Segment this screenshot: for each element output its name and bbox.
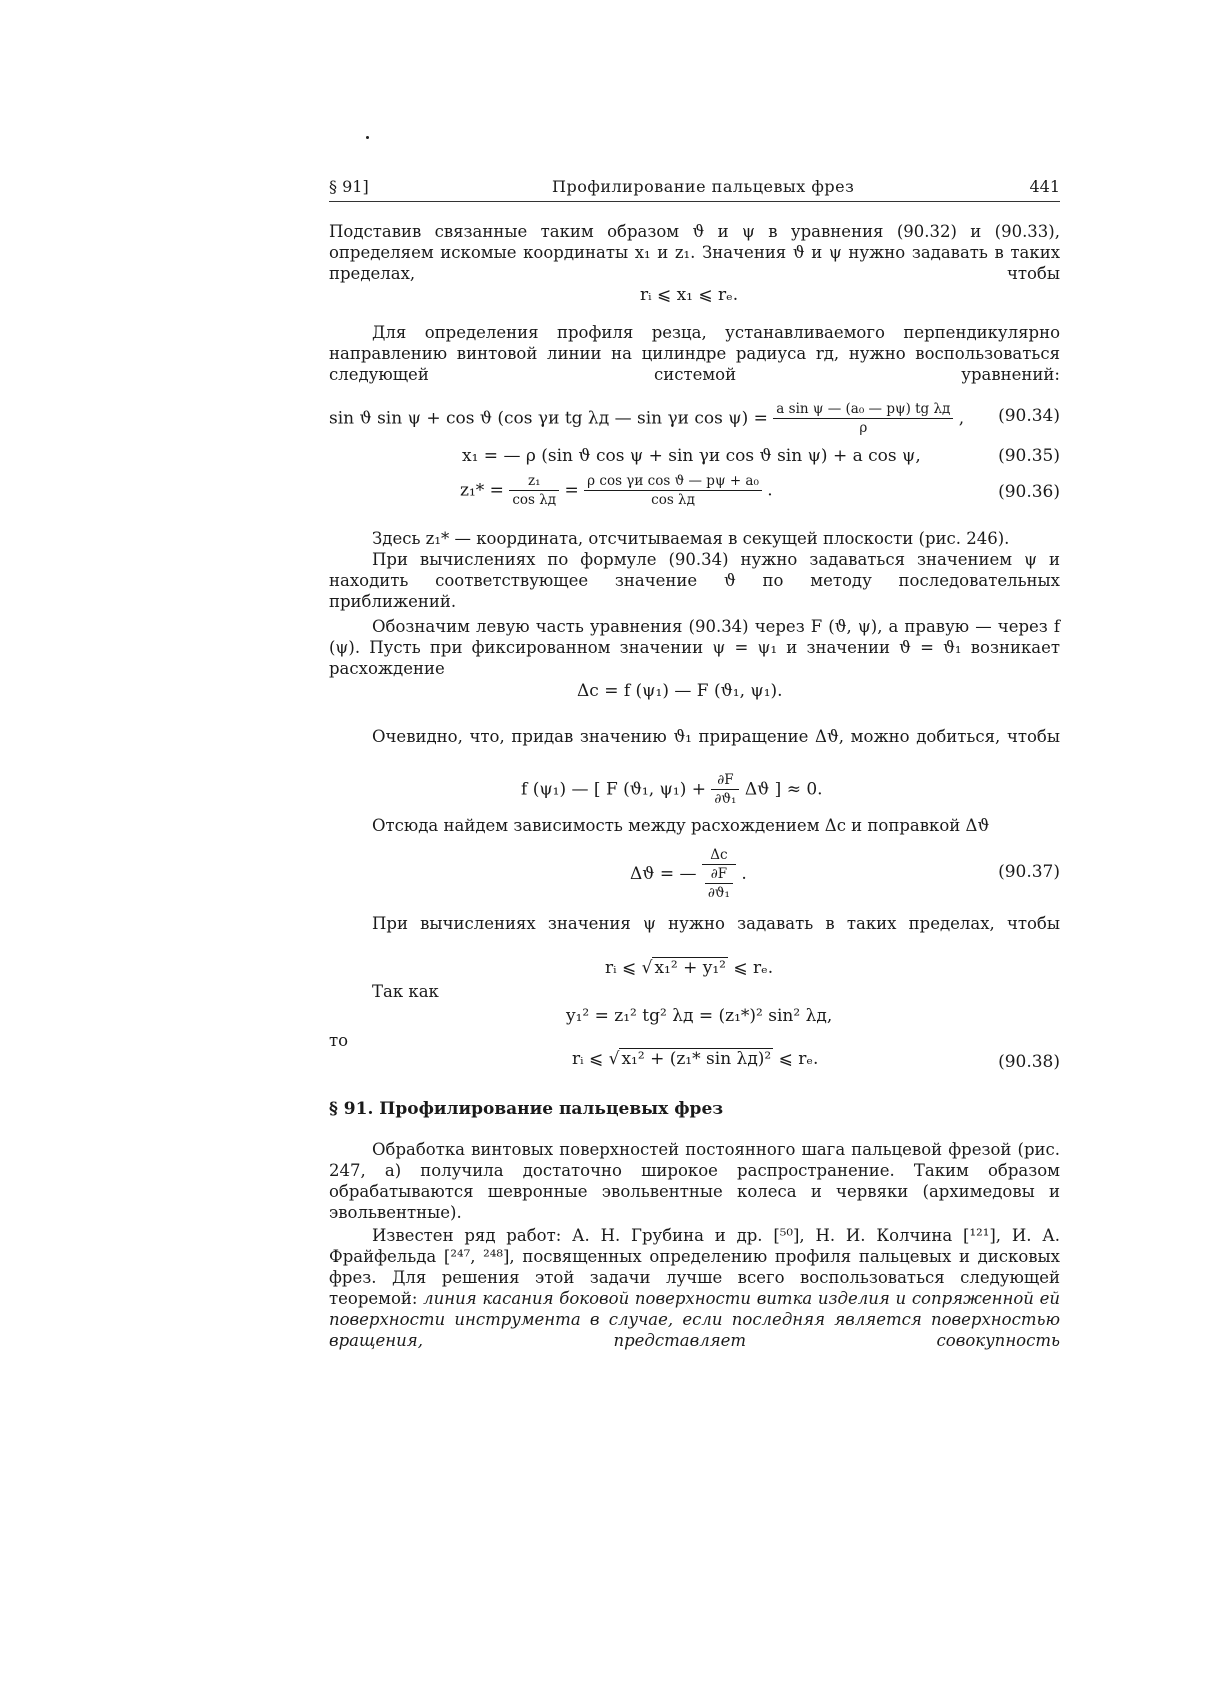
- approx-fraction: [711, 772, 739, 808]
- paragraph-12-text: Известен ряд работ: А. Н. Грубина и др. [⁵⁰], Н. И. Колчина [¹²¹], И. А. Фрайфельда [²⁴⁷, ²⁴⁸], посвященных определению профиля пальцевых и дисковых фрез. Для решения этой задачи лучше всего воспользоваться следующей теоремой:: [329, 1226, 1060, 1308]
- equation-approx: [521, 772, 823, 808]
- eq34-numerator: a sin ψ — (a₀ — pψ) tg λд: [773, 401, 953, 419]
- equation-90-34: [329, 401, 964, 437]
- sqrt2-sign: √: [608, 1049, 620, 1069]
- sqrt1-radicand: x₁² + y₁²: [654, 958, 726, 978]
- paragraph-5: Обозначим левую часть уравнения (90.34) через F (ϑ, ψ), а правую — через f (ψ). Пусть при фиксированном значении ψ = ψ₁ и значении ϑ = ϑ₁ возникает расхождение: [329, 617, 1060, 678]
- tag-90-38: (90.38): [998, 1052, 1060, 1072]
- eq36-tail: .: [767, 480, 773, 501]
- header-title: Профилирование пальцевых фрез: [552, 177, 855, 196]
- equation-sqrt-1: [605, 958, 773, 978]
- eq34-tail: ,: [958, 408, 965, 429]
- equation-delta-c: Δc = f (ψ₁) — F (ϑ₁, ψ₁).: [577, 681, 783, 701]
- eq38-radicand: x₁² + (z₁* sin λд)²: [621, 1049, 772, 1069]
- tag-90-36: (90.36): [998, 482, 1060, 502]
- equation-90-37: [630, 847, 747, 902]
- approx-right: Δϑ ] ≈ 0.: [744, 779, 823, 800]
- eq37-inner-numerator: ∂F: [705, 866, 733, 884]
- paragraph-6: Очевидно, что, придав значению ϑ₁ приращение Δϑ, можно добиться, чтобы: [372, 727, 1060, 746]
- equation-90-38: [572, 1049, 818, 1069]
- eq36-fraction-1: [509, 473, 559, 509]
- paragraph-2: Для определения профиля резца, устанавливаемого перпендикулярно направлению винтовой линии на цилиндре радиуса rд, нужно воспользоваться следующей системой уравнений:: [329, 323, 1060, 384]
- paragraph-1: Подставив связанные таким образом ϑ и ψ в уравнения (90.32) и (90.33), определяем искомые координаты x₁ и z₁. Значения ϑ и ψ нужно задавать в таких пределах, чтобы: [329, 222, 1060, 283]
- tag-90-37: (90.37): [998, 862, 1060, 882]
- eq34-fraction: [773, 401, 953, 437]
- page-number: 441: [1029, 177, 1060, 196]
- eq36-f2-denominator: cos λд: [651, 492, 695, 508]
- paragraph-4: При вычислениях по формуле (90.34) нужно задаваться значением ψ и находить соответствующее значение ϑ по методу последовательных приближений.: [329, 550, 1060, 611]
- equation-90-35: x₁ = — ρ (sin ϑ cos ψ + sin γи cos ϑ sin ψ) + a cos ψ,: [462, 446, 921, 466]
- paragraph-7: Отсюда найдем зависимость между расхождением Δc и поправкой Δϑ: [372, 816, 990, 835]
- eq38-left: rᵢ ⩽: [572, 1049, 604, 1069]
- scan-speck: [366, 136, 369, 139]
- approx-numerator: ∂F: [711, 772, 739, 790]
- eq36-fraction-2: [584, 473, 762, 509]
- eq37-inner-fraction: [705, 866, 733, 902]
- running-header: [329, 177, 1060, 201]
- equation-range: rᵢ ⩽ x₁ ⩽ rₑ.: [640, 285, 739, 305]
- equation-y: y₁² = z₁² tg² λд = (z₁*)² sin² λд,: [566, 1006, 833, 1026]
- tag-90-34: (90.34): [998, 406, 1060, 426]
- sqrt1-left: rᵢ ⩽: [605, 958, 637, 978]
- eq36-mid: =: [564, 480, 579, 501]
- theorem-italic: линия касания боковой поверхности витка изделия и сопряженной ей поверхности инструмента в случае, если последняя является поверхностью вращения, представляет совокупность: [329, 1289, 1060, 1350]
- paragraph-3: Здесь z₁* — координата, отсчитываемая в секущей плоскости (рис. 246).: [372, 529, 1010, 548]
- paragraph-10: то: [329, 1031, 349, 1050]
- paragraph-11: Обработка винтовых поверхностей постоянного шага пальцевой фрезой (рис. 247, а) получила достаточно широкое распространение. Таким образом обрабатываются шевронные эвольвентные колеса и червяки (архимедовы и эвольвентные).: [329, 1140, 1060, 1222]
- approx-left: f (ψ₁) — [ F (ϑ₁, ψ₁) +: [521, 779, 706, 800]
- paragraph-8: При вычислениях значения ψ нужно задавать в таких пределах, чтобы: [372, 914, 1060, 933]
- eq37-numerator: Δc: [702, 847, 736, 865]
- paragraph-12: [329, 1225, 1060, 1351]
- eq36-f1-numerator: z₁: [509, 473, 559, 491]
- header-rule: [329, 201, 1060, 202]
- eq36-f1-denominator: cos λд: [512, 492, 557, 508]
- eq37-denominator: [702, 865, 736, 902]
- paragraph-9: Так как: [372, 982, 439, 1001]
- sqrt1-sign: √: [641, 958, 653, 978]
- eq37-lhs: Δϑ = —: [630, 864, 697, 884]
- eq36-f2-numerator: ρ cos γи cos ϑ — pψ + a₀: [584, 473, 762, 491]
- section-heading: § 91. Профилирование пальцевых фрез: [329, 1099, 724, 1119]
- eq36-lhs: z₁* =: [460, 480, 504, 501]
- eq37-inner-denominator: ∂ϑ₁: [707, 885, 730, 901]
- eq38-right: ⩽ rₑ.: [778, 1049, 819, 1069]
- header-section: § 91]: [329, 177, 369, 196]
- eq37-tail: .: [741, 864, 747, 884]
- approx-denominator: ∂ϑ₁: [714, 791, 737, 807]
- tag-90-35: (90.35): [998, 446, 1060, 466]
- eq34-denominator: ρ: [859, 420, 868, 436]
- eq34-left: sin ϑ sin ψ + cos ϑ (cos γи tg λд — sin γи cos ψ) =: [329, 408, 768, 429]
- sqrt1-right: ⩽ rₑ.: [733, 958, 774, 978]
- equation-90-36: [460, 473, 773, 509]
- eq37-fraction: [702, 847, 736, 902]
